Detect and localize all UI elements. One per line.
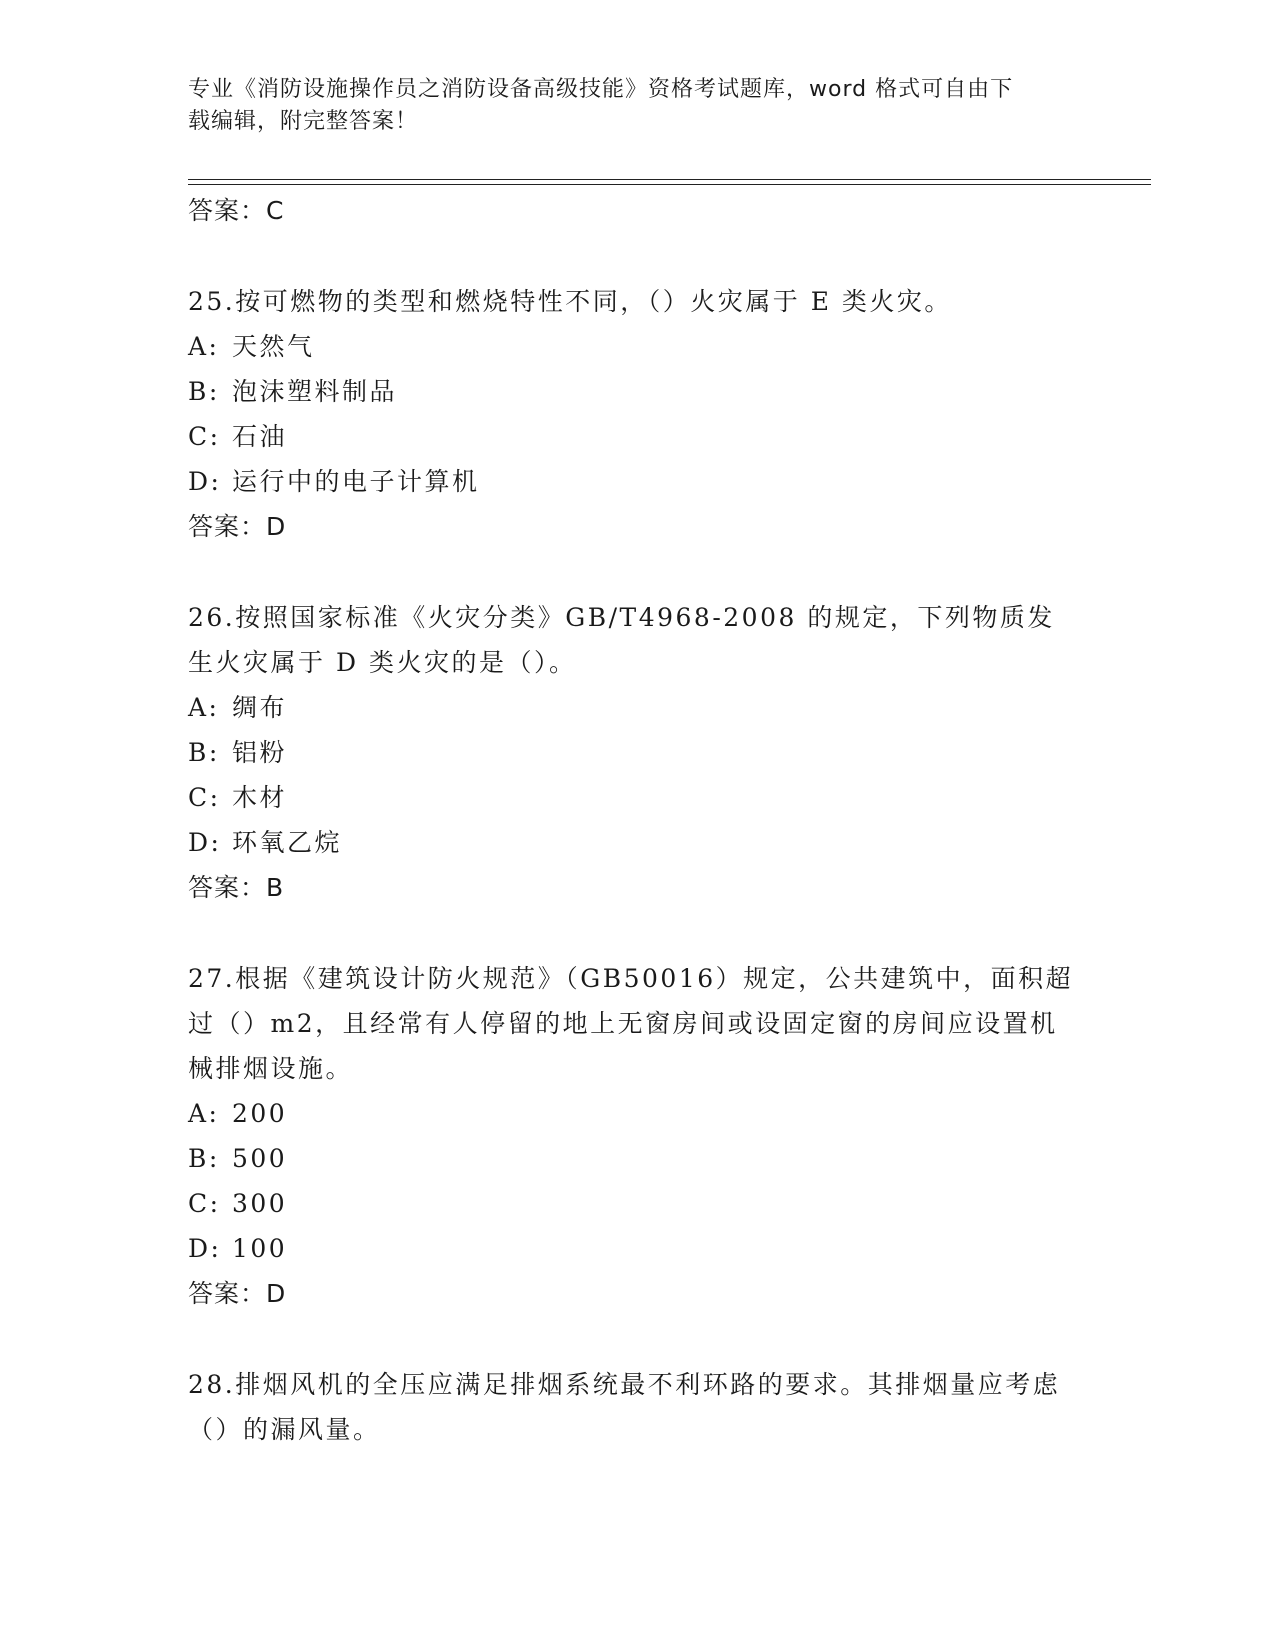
option-a <box>188 685 1088 730</box>
question-block <box>188 1362 1088 1452</box>
option-text: 绸布 <box>232 693 288 722</box>
question-stem: 28.排烟风机的全压应满足排烟系统最不利环路的要求。其排烟量应考虑（）的漏风量。 <box>188 1370 1061 1444</box>
option-text: 天然气 <box>232 332 315 361</box>
option-text: 木材 <box>232 783 288 812</box>
question-block <box>188 956 1088 1316</box>
option-text: 环氧乙烷 <box>232 828 343 857</box>
question-block <box>188 279 1088 549</box>
option-b <box>188 369 1088 414</box>
option-text: 铝粉 <box>232 738 288 767</box>
header-divider-bottom <box>188 184 1151 185</box>
answer-line: 答案：C <box>188 196 285 225</box>
option-key: B: <box>188 738 220 767</box>
option-text: 运行中的电子计算机 <box>232 467 480 496</box>
option-key: A: <box>188 332 220 361</box>
option-key: C: <box>188 422 221 451</box>
option-key: A: <box>188 1099 220 1128</box>
option-key: C: <box>188 1189 221 1218</box>
option-text: 300 <box>232 1189 288 1218</box>
option-text: 泡沫塑料制品 <box>232 377 398 406</box>
option-text: 200 <box>232 1099 288 1128</box>
option-a <box>188 1091 1088 1136</box>
option-d <box>188 820 1088 865</box>
answer-line: 答案：B <box>188 873 285 902</box>
question-stem: 25.按可燃物的类型和燃烧特性不同，（）火灾属于 E 类火灾。 <box>188 287 952 316</box>
option-key: D: <box>188 467 222 496</box>
option-key: C: <box>188 783 221 812</box>
option-c <box>188 775 1088 820</box>
answer-line: 答案：D <box>188 512 287 541</box>
option-text: 100 <box>232 1234 288 1263</box>
question-stem: 27.根据《建筑设计防火规范》（GB50016）规定，公共建筑中，面积超过（）m2，且经常有人停留的地上无窗房间或设固定窗的房间应设置机械排烟设施。 <box>188 964 1074 1083</box>
option-d <box>188 459 1088 504</box>
question-block <box>188 595 1088 910</box>
option-text: 500 <box>232 1144 288 1173</box>
option-b <box>188 1136 1088 1181</box>
question-list <box>188 188 1088 1452</box>
option-a <box>188 324 1088 369</box>
option-key: A: <box>188 693 220 722</box>
option-c <box>188 414 1088 459</box>
option-b <box>188 730 1088 775</box>
document-header <box>188 74 1068 138</box>
option-key: B: <box>188 377 220 406</box>
option-c <box>188 1181 1088 1226</box>
option-d <box>188 1226 1088 1271</box>
answer-line: 答案：D <box>188 1279 287 1308</box>
option-key: D: <box>188 828 222 857</box>
option-key: D: <box>188 1234 222 1263</box>
option-key: B: <box>188 1144 220 1173</box>
question-stem: 26.按照国家标准《火灾分类》GB/T4968-2008 的规定，下列物质发生火灾属于 D 类火灾的是（）。 <box>188 603 1055 677</box>
header-line-2: 载编辑，附完整答案！ <box>188 109 419 134</box>
option-text: 石油 <box>232 422 288 451</box>
header-divider-top <box>188 179 1151 180</box>
header-line-1: 专业《消防设施操作员之消防设备高级技能》资格考试题库，word 格式可自由下 <box>188 77 1014 102</box>
